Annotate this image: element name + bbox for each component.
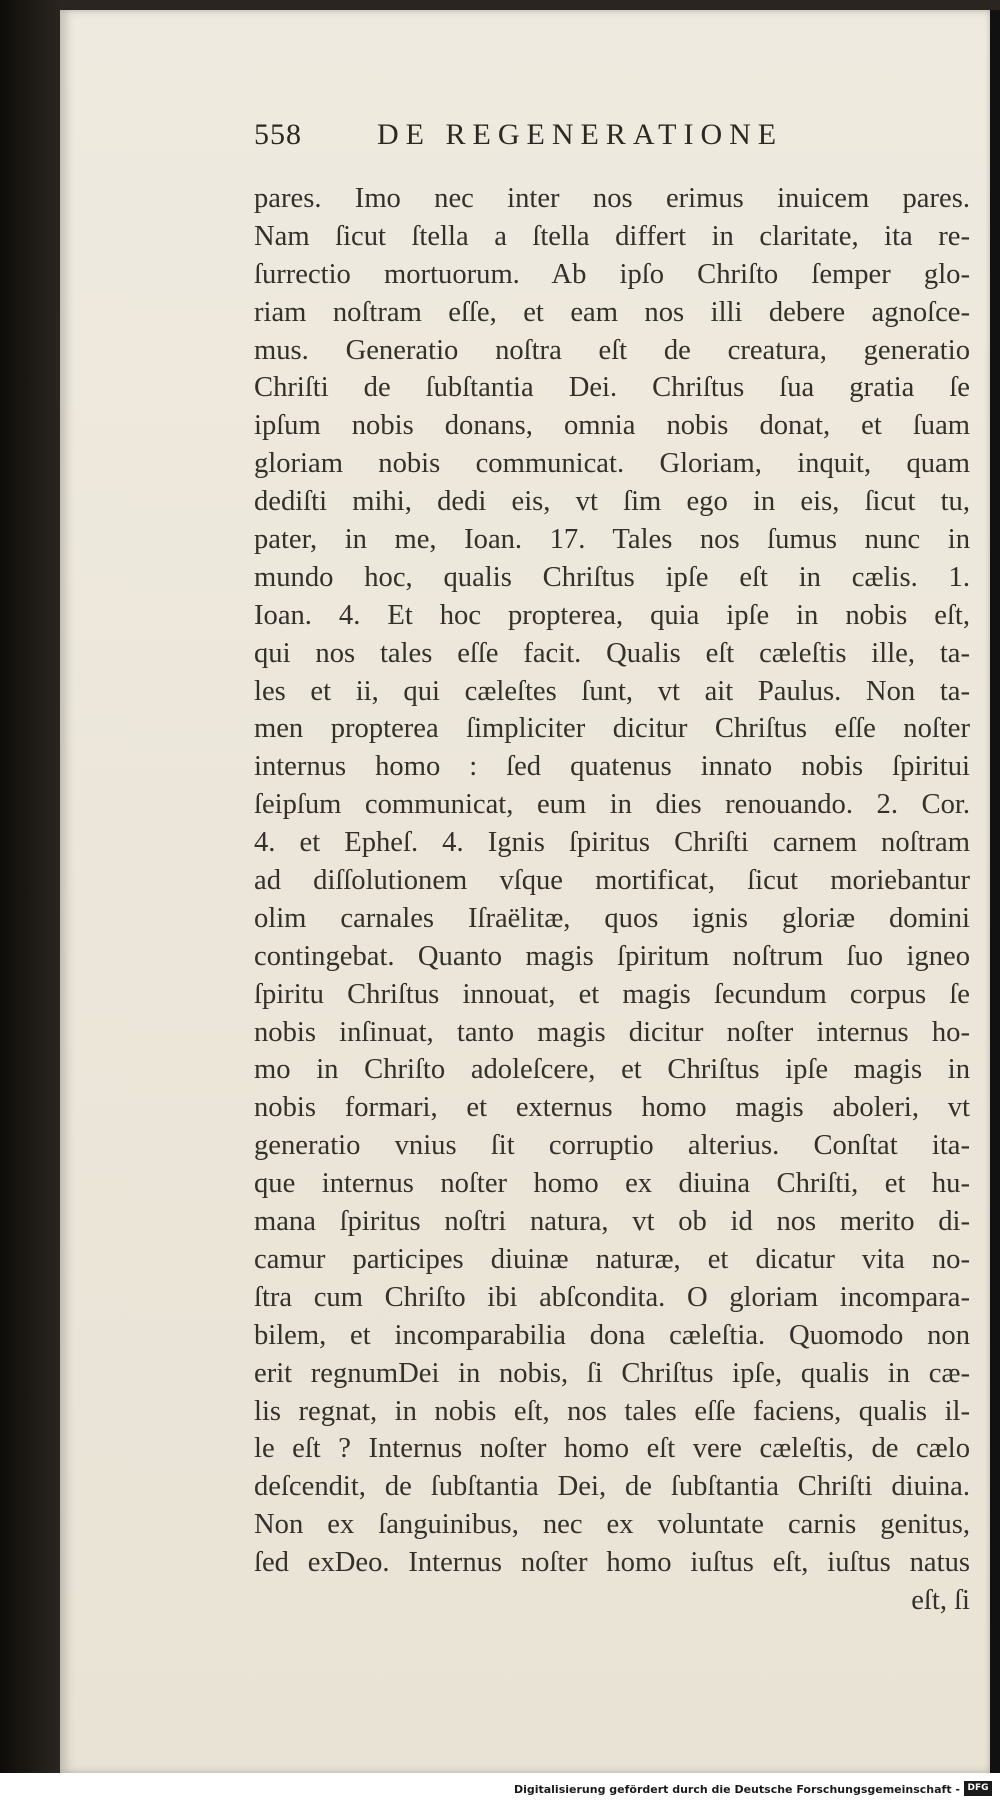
digitization-credit: Digitalisierung gefördert durch die Deutsche Forschungsgemeinschaft - — [513, 1783, 960, 1796]
page-header — [254, 118, 854, 158]
text-line: Ioan. 4. Et hoc propterea, quia ipſe in nobis eſt, — [254, 599, 970, 631]
text-line: gloriam nobis communicat. Gloriam, inquit, quam — [254, 448, 970, 480]
text-line: ſtra cum Chriſto ibi abſcondita. O gloriam incompara- — [254, 1281, 970, 1313]
running-title: DE REGENERATIONE — [377, 118, 784, 151]
text-line: olim carnales Iſraëlitæ, quos ignis gloriæ domini — [254, 902, 970, 934]
text-line: internus homo : ſed quatenus innato nobis ſpiritui — [254, 751, 970, 783]
text-line: mus. Generatio noſtra eſt de creatura, generatio — [254, 334, 970, 366]
page-edge — [990, 10, 1000, 1773]
text-line: ipſum nobis donans, omnia nobis donat, et ſuam — [254, 410, 970, 442]
text-line: ſeipſum communicat, eum in dies renouando. 2. Cor. — [254, 789, 970, 821]
text-line: ſed exDeo. Internus noſter homo iuſtus eſt, iuſtus natus — [254, 1547, 970, 1579]
text-line: mo in Chriſto adoleſcere, et Chriſtus ipſe magis in — [254, 1054, 970, 1086]
text-line: bilem, et incomparabilia dona cæleſtia. Quomodo non — [254, 1319, 970, 1351]
text-line: mundo hoc, qualis Chriſtus ipſe eſt in cælis. 1. — [254, 561, 970, 593]
text-line: dediſti mihi, dedi eis, vt ſim ego in eis, ſicut tu, — [254, 486, 970, 518]
text-line: 4. et Epheſ. 4. Ignis ſpiritus Chriſti carnem noſtram — [254, 827, 970, 859]
text-line: camur participes diuinæ naturæ, et dicatur vita no- — [254, 1243, 970, 1275]
text-line: Non ex ſanguinibus, nec ex voluntate carnis genitus, — [254, 1509, 970, 1541]
text-line: deſcendit, de ſubſtantia Dei, de ſubſtantia Chriſti diuina. — [254, 1471, 970, 1503]
text-line: les et ii, qui cæleſtes ſunt, vt ait Paulus. Non ta- — [254, 675, 970, 707]
text-line: ſpiritu Chriſtus innouat, et magis ſecundum corpus ſe — [254, 978, 970, 1010]
text-line: lis regnat, in nobis eſt, nos tales eſſe faciens, qualis il- — [254, 1395, 970, 1427]
text-line: riam noſtram eſſe, et eam nos illi debere agnoſce- — [254, 296, 970, 328]
text-line: ad diſſolutionem vſque mortificat, ſicut moriebantur — [254, 865, 970, 897]
text-line: nobis formari, et externus homo magis aboleri, vt — [254, 1092, 970, 1124]
text-line: men propterea ſimpliciter dicitur Chriſtus eſſe noſter — [254, 713, 970, 745]
text-line: nobis inſinuat, tanto magis dicitur noſter internus ho- — [254, 1016, 970, 1048]
text-line: contingebat. Quanto magis ſpiritum noſtrum ſuo igneo — [254, 940, 970, 972]
page-number: 558 — [254, 118, 302, 151]
text-line: pares. Imo nec inter nos erimus inuicem pares. — [254, 183, 970, 214]
text-line: Nam ſicut ſtella a ſtella differt in claritate, ita re- — [254, 220, 970, 252]
text-line: que internus noſter homo ex diuina Chriſti, et hu- — [254, 1168, 970, 1200]
text-line: erit regnumDei in nobis, ſi Chriſtus ipſe, qualis in cæ- — [254, 1357, 970, 1389]
text-line: pater, in me, Ioan. 17. Tales nos ſumus nunc in — [254, 524, 970, 556]
text-line: le eſt ? Internus noſter homo eſt vere cæleſtis, de cælo — [254, 1433, 970, 1465]
text-line: mana ſpiritus noſtri natura, vt ob id nos merito di- — [254, 1206, 970, 1238]
text-line: qui nos tales eſſe facit. Qualis eſt cæleſtis ille, ta- — [254, 637, 970, 669]
text-line: generatio vnius ſit corruptio alterius. Conſtat ita- — [254, 1130, 970, 1162]
text-line: Chriſti de ſubſtantia Dei. Chriſtus ſua gratia ſe — [254, 372, 970, 404]
dfg-logo: DFG — [964, 1781, 992, 1796]
text-line: ſurrectio mortuorum. Ab ipſo Chriſto ſemper glo- — [254, 258, 970, 290]
text-line: eſt, ſi — [911, 1584, 970, 1616]
body-text — [254, 180, 970, 1620]
